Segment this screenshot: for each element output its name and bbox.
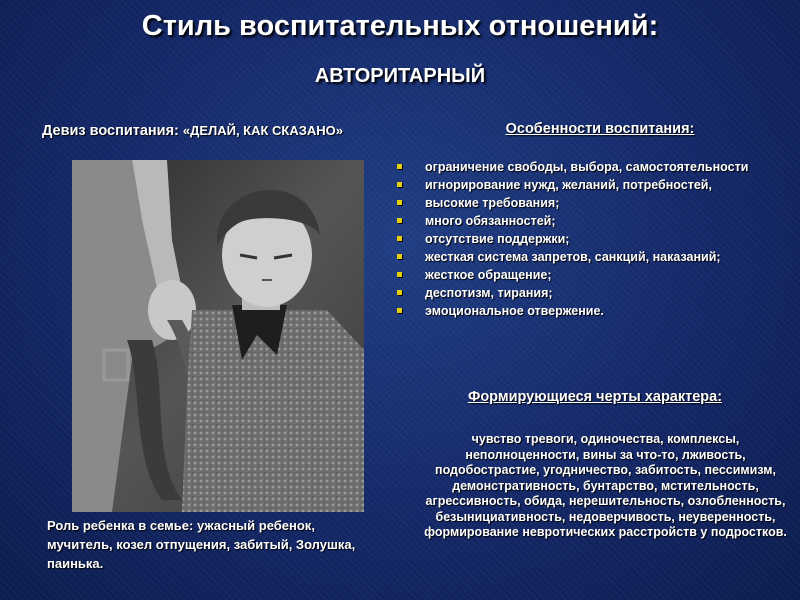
bullet-icon bbox=[397, 164, 402, 169]
bullet-icon bbox=[397, 218, 402, 223]
list-item-text: эмоциональное отвержение. bbox=[425, 304, 604, 318]
child-role-text: : ужасный ребенок, мучитель, козел отпущения, забитый, Золушка, паинька. bbox=[47, 518, 356, 571]
slide-title: Стиль воспитательных отношений: bbox=[141, 10, 659, 42]
bullet-icon bbox=[397, 236, 402, 241]
bullet-icon bbox=[397, 308, 402, 313]
motto-label: Девиз воспитания: bbox=[42, 123, 179, 139]
bullet-icon bbox=[397, 290, 402, 295]
list-item bbox=[395, 214, 790, 228]
list-item-text: деспотизм, тирания; bbox=[425, 286, 553, 300]
list-item bbox=[395, 196, 790, 210]
bullet-icon bbox=[397, 200, 402, 205]
list-item bbox=[395, 250, 790, 264]
list-item bbox=[395, 232, 790, 246]
bullet-icon bbox=[397, 272, 402, 277]
list-item bbox=[395, 178, 790, 192]
child-role-label: Роль ребенка в семье bbox=[47, 518, 190, 533]
motto-quote: «ДЕЛАЙ, КАК СКАЗАНО» bbox=[182, 123, 344, 138]
motto bbox=[42, 118, 362, 144]
boy-with-belt-photo bbox=[72, 160, 364, 512]
photo-illustration bbox=[72, 160, 364, 512]
list-item-text: много обязанностей; bbox=[425, 214, 556, 228]
list-item bbox=[395, 304, 790, 318]
list-item-text: жесткое обращение; bbox=[425, 268, 552, 282]
bullet-icon bbox=[397, 254, 402, 259]
list-item-text: жесткая система запретов, санкций, наказаний; bbox=[425, 250, 721, 264]
features-title: Особенности воспитания: bbox=[505, 121, 695, 137]
list-item bbox=[395, 160, 790, 174]
child-role bbox=[47, 516, 377, 573]
list-item bbox=[395, 286, 790, 300]
traits-title: Формирующиеся черты характера: bbox=[467, 389, 723, 405]
list-item-text: игнорирование нужд, желаний, потребностей, bbox=[425, 178, 712, 192]
slide-subtitle: АВТОРИТАРНЫЙ bbox=[314, 65, 486, 87]
list-item bbox=[395, 268, 790, 282]
list-item-text: высокие требования; bbox=[425, 196, 560, 210]
bullet-icon bbox=[397, 182, 402, 187]
list-item-text: ограничение свободы, выбора, самостоятельности bbox=[425, 160, 749, 174]
features-list bbox=[395, 160, 790, 322]
traits-text: чувство тревоги, одиночества, комплексы, неполноценности, вины за что-то, лживость, подобострастие, угодничество, забитость, пессимизм, демонстративность, бунтарство, мстительность, агрессивность, обида, нерешительность, озлобленность, безынициативность, недоверчивость, неуверенность, формирование невротических расстройств у подростков. bbox=[424, 432, 787, 539]
list-item-text: отсутствие поддержки; bbox=[425, 232, 570, 246]
